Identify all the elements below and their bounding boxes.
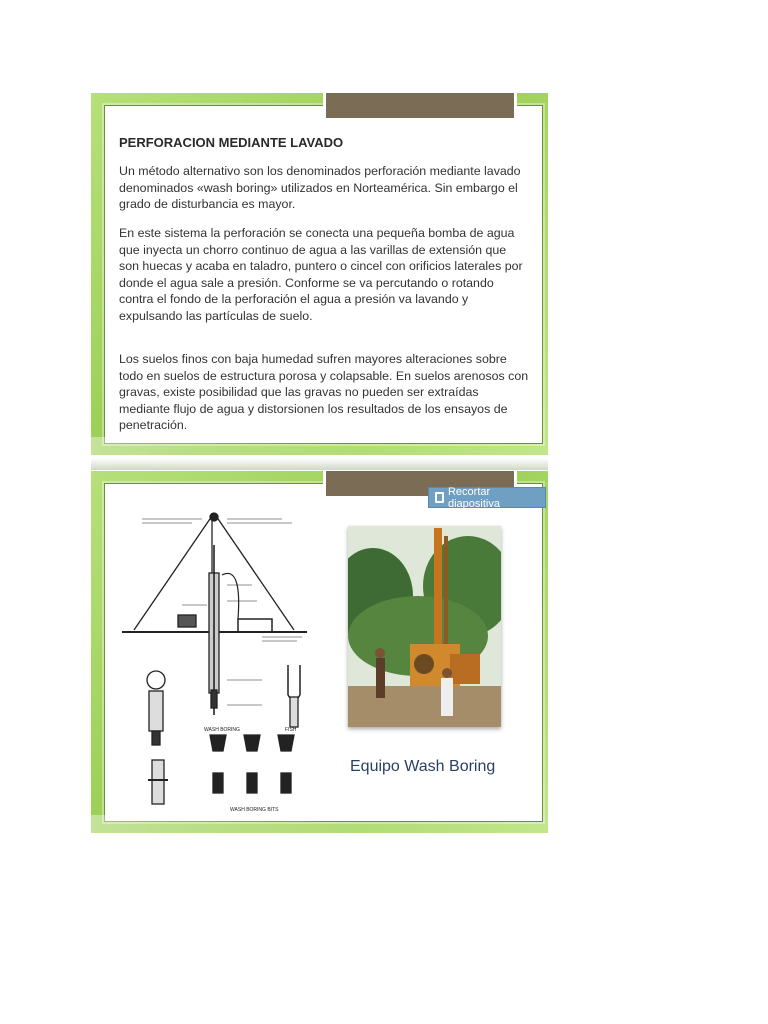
slide-header-tab	[323, 93, 517, 121]
slide-1	[91, 93, 548, 455]
diagram-label-bits: WASH BORING BITS	[230, 807, 279, 813]
wash-boring-diagram	[112, 505, 322, 820]
crop-icon	[435, 492, 444, 503]
crop-slide-label: Recortar diapositiva	[447, 485, 500, 510]
diagram-label-fish: FISH	[285, 727, 297, 733]
crop-slide-button[interactable]	[428, 487, 546, 508]
slide-glow	[91, 437, 548, 455]
slide-title: PERFORACION MEDIANTE LAVADO	[119, 135, 344, 150]
diagram-label-wash-boring: WASH BORING	[204, 727, 240, 733]
paragraph-3: Los suelos finos con baja humedad sufren mayores alteraciones sobre todo en suelos de estructura porosa y colapsable. En suelos arenosos con gravas, existe posibilidad que las gravas no pueden ser extraídas mediante flujo de agua y distorsionen los resultados de los ensayos de penetración.	[119, 352, 529, 432]
paragraph-2: En este sistema la perforación se conecta una pequeña bomba de agua que inyecta un chorro continuo de agua a las varillas de extensión que son huecas y acaba en taladro, puntero o cincel con orificios laterales por donde el agua sale a presión. Conforme se va percutando o rotando contra el fondo de la perforación el agua a presión va lavando y expulsando las partículas de suelo.	[119, 226, 523, 323]
wash-boring-photo	[348, 526, 501, 727]
slide-separator	[91, 458, 548, 470]
paragraph-1: Un método alternativo son los denominados perforación mediante lavado denominados «wash boring» utilizados en Norteamérica. Sin embargo el grado de disturbancia es mayor.	[119, 164, 521, 211]
photo-caption: Equipo Wash Boring	[350, 758, 496, 775]
